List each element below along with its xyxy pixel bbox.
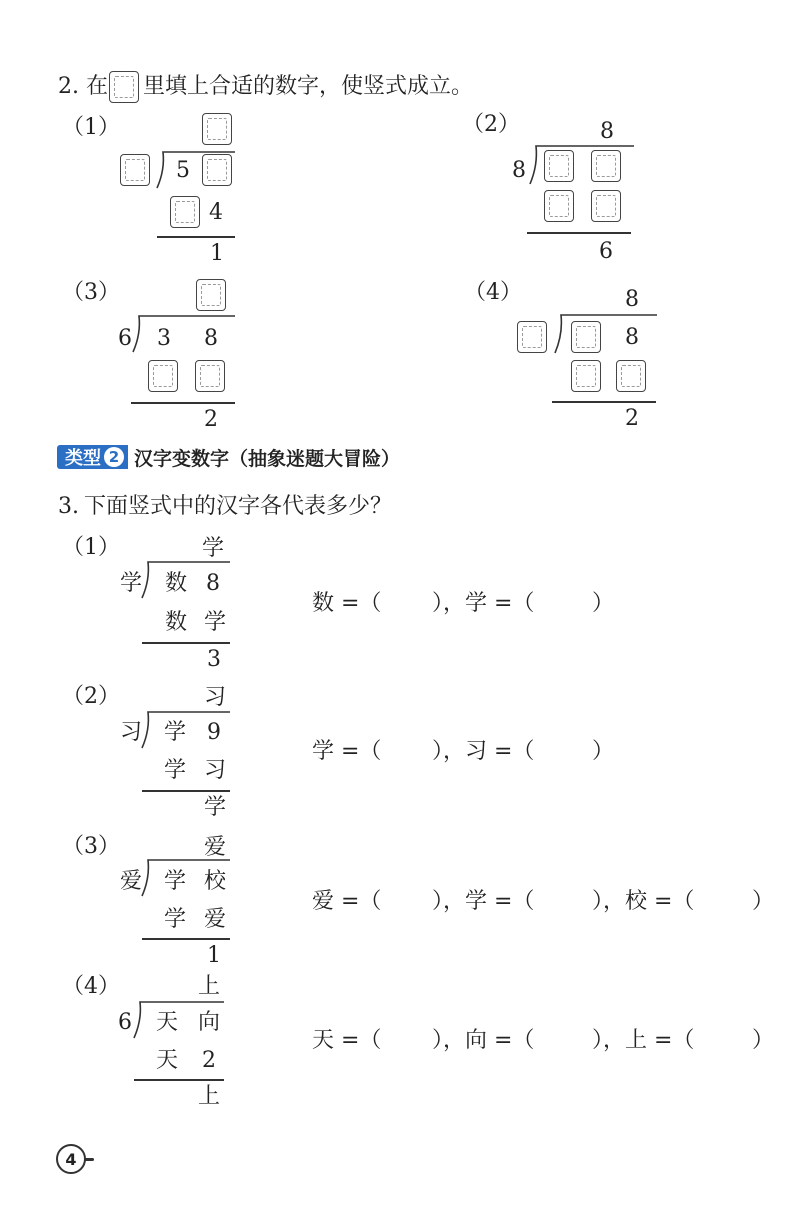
q2-p3-quotient-box[interactable]	[196, 279, 226, 311]
q2-sub-label-1: （1）	[62, 115, 120, 140]
q2-p3-bracket	[131, 314, 235, 354]
q2-p1-line	[157, 236, 235, 238]
q3-p2-answer-part-3: ）	[592, 739, 615, 764]
q3-p4-answer-part-4: ）	[752, 1028, 775, 1053]
q3-p4-product-d1: 天	[156, 1048, 179, 1073]
q2-p3-divisor: 6	[118, 326, 132, 351]
q2-p2-product-box-2[interactable]	[591, 190, 621, 222]
q2-p3-line	[131, 402, 235, 404]
q3-p3-divisor: 爱	[120, 869, 143, 894]
q3-p3-product-d1: 学	[164, 907, 187, 932]
q3-p1-remainder: 3	[207, 647, 221, 672]
q2-p3-dividend-d1: 3	[157, 326, 171, 351]
q3-sub-label-3: （3）	[62, 834, 120, 859]
q3-p3-remainder: 1	[207, 943, 221, 968]
q3-p1-answer-part-3: ）	[592, 591, 615, 616]
q3-p4-quotient: 上	[198, 974, 221, 999]
q3-sub-label-1: （1）	[62, 535, 120, 560]
q2-p3-product-box-2[interactable]	[195, 360, 225, 392]
category-badge-number: 2	[104, 447, 124, 467]
q2-p3-remainder: 2	[204, 407, 218, 432]
q3-p2-remainder: 学	[204, 795, 227, 820]
q3-p3-answer-part-1: 爱 =（	[312, 889, 382, 914]
q3-p3-line	[142, 938, 230, 940]
q2-p1-quotient-box[interactable]	[202, 113, 232, 145]
q3-p3-product-d2: 爱	[204, 907, 227, 932]
q2-sub-label-2: （2）	[462, 112, 520, 137]
q3-p1-line	[142, 642, 230, 644]
q3-p3-answer-part-3: ），校 =（	[592, 889, 695, 914]
q3-p1-dividend-d2: 8	[206, 571, 220, 596]
q3-p4-line	[134, 1079, 224, 1081]
q2-p1-product-box[interactable]	[170, 196, 200, 228]
q2-p2-dividend-box-2[interactable]	[591, 150, 621, 182]
q2-prompt-box	[109, 71, 139, 103]
q3-p2-answer-part-1: 学 =（	[312, 739, 382, 764]
q2-p3-product-box-1[interactable]	[148, 360, 178, 392]
q3-p4-answer-part-3: ），上 =（	[592, 1028, 695, 1053]
q3-p1-answer-part-2: ），学 =（	[432, 591, 535, 616]
category-badge-label: 类型	[65, 448, 101, 469]
q2-p4-divisor-box[interactable]	[517, 321, 547, 353]
q2-p1-remainder: 1	[210, 241, 224, 266]
q3-p2-dividend-d1: 学	[164, 720, 187, 745]
q3-number: 3.	[58, 494, 79, 519]
q3-p1-product-d1: 数	[165, 610, 188, 635]
q2-p1-dividend-digit: 5	[176, 158, 190, 183]
q3-p1-answer-part-1: 数 =（	[312, 591, 382, 616]
q2-number: 2.	[58, 74, 79, 99]
q2-prompt-after: 里填上合适的数字，使竖式成立。	[143, 74, 474, 99]
q3-sub-label-2: （2）	[62, 684, 120, 709]
q3-p2-product-d1: 学	[164, 758, 187, 783]
q3-p4-answer-part-1: 天 =（	[312, 1028, 382, 1053]
q2-prompt-before: 在	[86, 74, 109, 99]
category-badge	[57, 445, 128, 469]
q3-p4-answer-part-2: ），向 =（	[432, 1028, 535, 1053]
q3-p4-product-d2: 2	[202, 1048, 216, 1073]
q3-sub-label-4: （4）	[62, 974, 120, 999]
q2-p2-line	[527, 232, 631, 234]
q3-p4-dividend-d1: 天	[156, 1010, 179, 1035]
q2-p1-divisor-box[interactable]	[120, 154, 150, 186]
q3-p1-quotient: 学	[202, 536, 225, 561]
q2-p3-dividend-d2: 8	[204, 326, 218, 351]
q3-p3-quotient: 爱	[204, 835, 227, 860]
q2-p2-remainder: 6	[599, 239, 613, 264]
q3-p2-dividend-d2: 9	[207, 720, 221, 745]
q3-p1-product-d2: 学	[204, 610, 227, 635]
category-title: 汉字变数字（抽象迷题大冒险）	[134, 447, 401, 470]
q2-p1-dividend-box[interactable]	[202, 154, 232, 186]
q2-p4-quotient: 8	[625, 287, 639, 312]
q2-p4-bracket	[553, 313, 657, 355]
q2-p1-product-digit: 4	[209, 200, 223, 225]
q2-p4-dividend-digit: 8	[625, 325, 639, 350]
category-header	[57, 442, 400, 472]
q3-p2-line	[142, 790, 230, 792]
q3-p3-dividend-d2: 校	[204, 869, 227, 894]
q2-p2-quotient: 8	[600, 119, 614, 144]
q3-p4-divisor: 6	[118, 1010, 132, 1035]
q3-prompt: 下面竖式中的汉字各代表多少？	[84, 494, 393, 519]
q2-sub-label-3: （3）	[62, 280, 120, 305]
q3-p3-answer-part-4: ）	[752, 889, 775, 914]
q3-p2-answer-part-2: ），习 =（	[432, 739, 535, 764]
q2-sub-label-4: （4）	[464, 280, 522, 305]
q2-p2-dividend-box-1[interactable]	[544, 150, 574, 182]
q3-p1-dividend-d1: 数	[165, 571, 188, 596]
q3-p2-product-d2: 习	[204, 758, 227, 783]
q2-p4-product-box-2[interactable]	[616, 360, 646, 392]
page-number: 4	[56, 1144, 86, 1174]
q2-p4-line	[552, 401, 656, 403]
q3-p1-divisor: 学	[120, 571, 143, 596]
q3-p2-divisor: 习	[120, 720, 143, 745]
q2-p4-product-box-1[interactable]	[571, 360, 601, 392]
q3-p2-quotient: 习	[204, 685, 227, 710]
q2-p4-dividend-box[interactable]	[571, 321, 601, 353]
q2-p4-remainder: 2	[625, 406, 639, 431]
q3-p3-dividend-d1: 学	[164, 869, 187, 894]
q2-p2-product-box-1[interactable]	[544, 190, 574, 222]
q3-p3-answer-part-2: ），学 =（	[432, 889, 535, 914]
q3-p4-dividend-d2: 向	[198, 1010, 221, 1035]
q2-p2-divisor: 8	[512, 158, 526, 183]
q3-p4-remainder: 上	[198, 1084, 221, 1109]
